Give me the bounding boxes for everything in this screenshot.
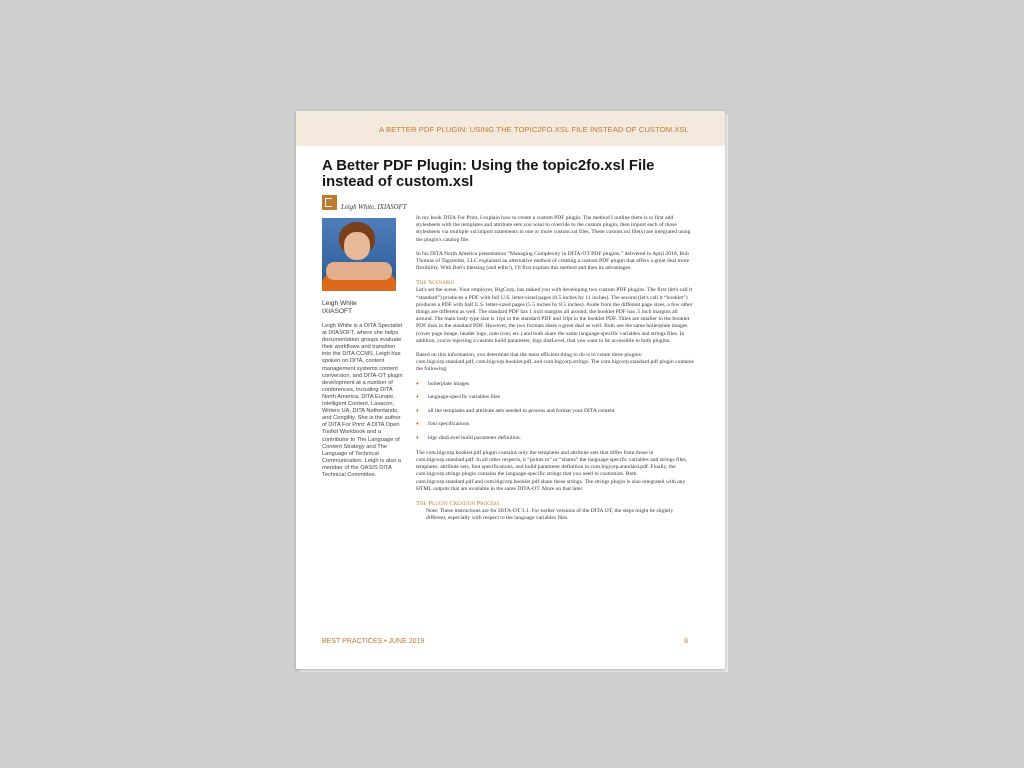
list-item: ♦ bigc.distLevel build parameter definition. (416, 435, 694, 442)
page-number: 8 (684, 638, 688, 645)
list-item: ♦ all the templates and attribute sets needed to process and format your DITA content (416, 408, 694, 415)
article-title: A Better PDF Plugin: Using the topic2fo.xsl File instead of custom.xsl (322, 158, 655, 190)
footer-issue: BEST PRACTICES • JUNE 2019 (322, 638, 425, 645)
scenario-paragraph-2: Based on this information, you determine that the most efficient thing to do is to create three plugins: com.bigcorp.standard.pdf, com.bigcorp.booklet.pdf, and com.bigcorp.strings. The com.bigcorp.standard.pdf plugin contains the following: (416, 352, 694, 373)
magazine-page (296, 111, 725, 669)
running-header-band (296, 111, 725, 146)
intro-paragraph-2: In his DITA North America presentation “Managing Complexity in DITA-OT PDF plugins,” delivered in April 2018, Bob Thomas of Tagsmiths, LLC explained an alternative method of creating a custom PDF plugin that offers a great deal more flexibility. With Bob's blessing (and edits!), I'll first explain this method and then its advantages. (416, 250, 690, 272)
section-heading-plugin-creation: The Plugin Creation Process (416, 500, 500, 508)
author-logo-icon (322, 195, 337, 210)
section-heading-scenario: The Scenario (416, 279, 455, 287)
intro-paragraph-1: In my book DITA For Print, I explain how to create a custom PDF plugin. The method I outline there is to first add stylesheets with the templates and attribute sets you want to override to the custom plugin; then import each of those stylesheets via multiple xsl:import statements in one or more custom.xsl files. These custom.xsl file(s) are integrated using the plugin's catalog file. (416, 215, 691, 243)
author-company: IXIASOFT (322, 308, 353, 315)
author-photo (322, 218, 396, 291)
list-item: ♦ font specifications (416, 421, 694, 428)
scenario-paragraph-1: Let's set the scene. Your employer, BigCorp, has tasked you with developing two custom PDF plugins. The first (let's call it “standard”) produces a PDF with full U.S. letter-sized pages (8.5 inches by 11 inches). The second (let's call it “booklet”) produces a PDF with half U.S. letter-sized pages (5.5 inches by 8.5 inches). Aside from the different page sizes, a few other things are different as well. The standard PDF has 1 inch margins all around; the booklet PDF has .5 inch margins all around. The main body type size is 11pt in the standard PDF and 10pt in the booklet PDF. Titles are smaller in the booklet PDF than in the standard PDF. However, the two formats share a great deal as well. Both use the same boilerplate images (cover page image, header logo, note icon, etc.) and both share the same language-specific variables and strings files. In addition, you're injecting a custom build parameter, bigc.distLevel, that you want to be accessible to both plugins. (416, 287, 693, 344)
article-body (416, 215, 694, 529)
list-item: ♦ boilerplate images (416, 381, 694, 388)
plugin-contents-list (416, 381, 694, 442)
list-item: ♦ language-specific variables files (416, 394, 694, 401)
scenario-paragraph-3: The com.bigcorp.booklet.pdf plugin contains only the templates and attribute sets that differ from those in com.bigcorp.standard.pdf. In all other respects, it “points to” or “shares” the language-specific variables and strings files, templates, attribute sets, font specifications, and build parameter definition in com.bigcorp.standard.pdf. Finally, the com.bigcorp.strings plugin contains the language-specific strings that you need to customize. Both com.bigcorp.standard.pdf and com.bigcorp.booklet.pdf share these strings. The strings plugin is also integrated with any HTML outputs that are available in the same DITA-OT. More on that later. (416, 449, 688, 492)
author-name: Leigh White (322, 300, 357, 307)
author-bio: Leigh White is a DITA Specialist at IXIASOFT, where she helps documentation groups evaluate their workflows and transition into the DITA CCMS. Leigh has spoken on DITA, content management systems content conversion, and DITA-OT plugin development at a number of conferences, including DITA North America, DITA Europe, Intelligent Content, Lavacon, Writers UA, DITA Netherlands, and Congility. She is the author of DITA For Print: A DITA Open Toolkit Workbook and a contributor to The Language of Content Strategy and The Language of Technical Communication. Leigh is also a member of the OASIS DITA Technical Committee. (322, 323, 403, 478)
running-header-title: A BETTER PDF PLUGIN: USING THE TOPIC2FO.XSL FILE INSTEAD OF CUSTOM.XSL (379, 125, 689, 134)
byline: Leigh White, IXIASOFT (341, 204, 407, 211)
note-paragraph: Note: These instructions are for DITA-OT 3.1. For earlier versions of the DITA OT, the steps might be slightly different, especially with respect to the language variables files. (426, 508, 674, 522)
author-info (322, 300, 357, 316)
